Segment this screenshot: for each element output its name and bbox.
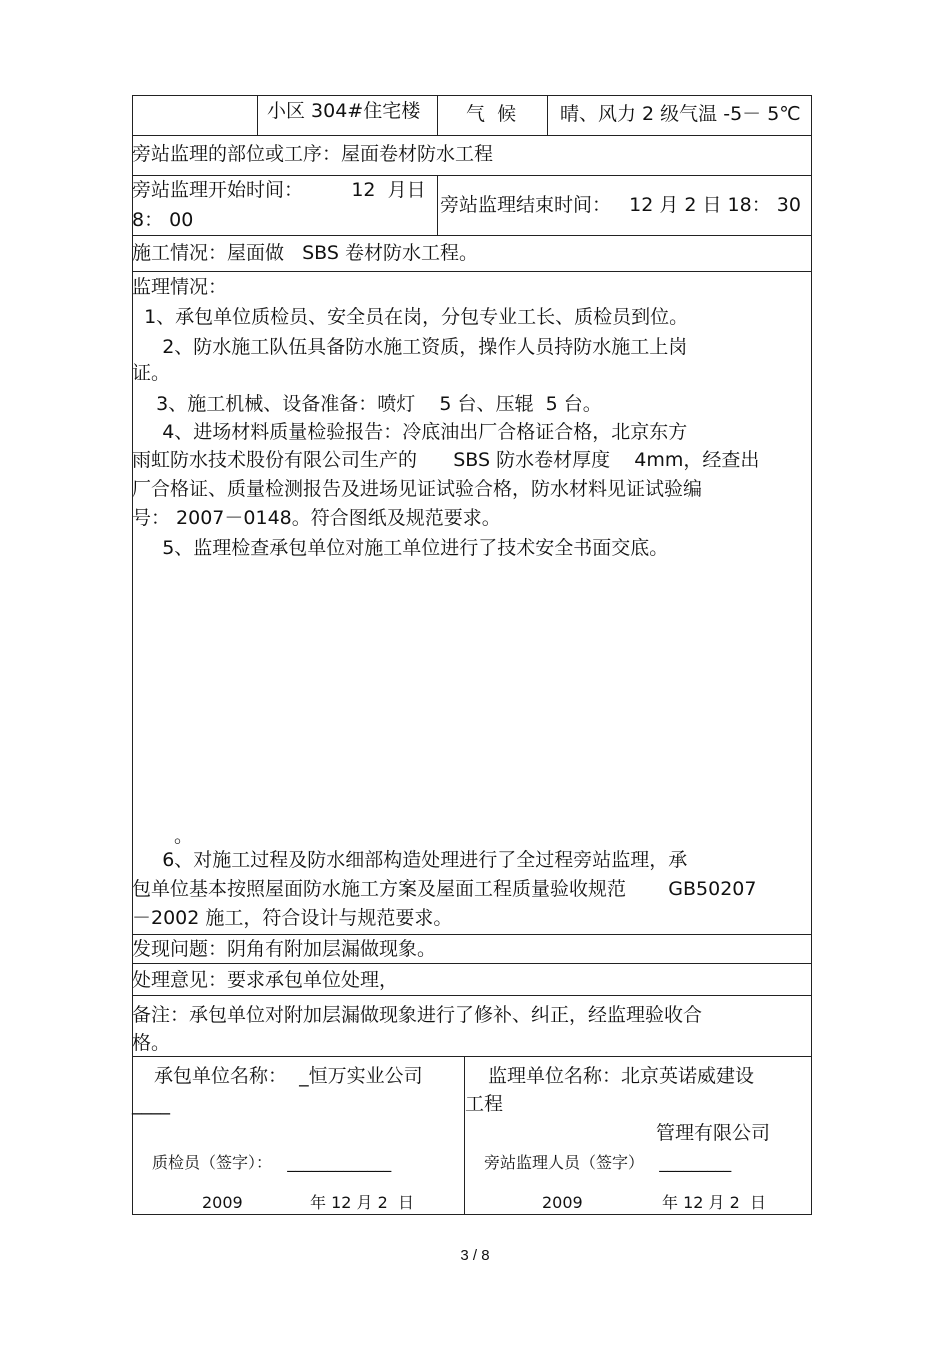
supervision-line: 4、进场材料质量检验报告：冷底油出厂合格证合格，北京东方 — [132, 421, 688, 443]
date-left-rest: 年 12 月 2 日 — [310, 1193, 414, 1212]
supervisor-name: 监理单位名称：北京英诺威建设 — [488, 1065, 755, 1087]
supervision-dot: 。 — [174, 825, 194, 847]
date-left-year: 2009 — [202, 1193, 243, 1212]
supervisor-name-cont: 管理有限公司 — [656, 1122, 771, 1144]
supervision-line: 包单位基本按照屋面防水施工方案及屋面工程质量验收规范 GB50207 — [132, 878, 757, 900]
date-right-rest: 年 12 月 2 日 — [662, 1193, 766, 1212]
supervision-title: 监理情况： — [132, 276, 228, 298]
supervision-line: 5、监理检查承包单位对施工单位进行了技术安全书面交底。 — [132, 537, 669, 559]
row-divider — [132, 934, 812, 935]
problem-found: 发现问题：阴角有附加层漏做现象。 — [132, 938, 437, 960]
supervision-line: －2002 施工，符合设计与规范要求。 — [132, 907, 453, 929]
col-divider — [437, 95, 438, 135]
table-border-right — [811, 95, 812, 1215]
date-right-year: 2009 — [542, 1193, 583, 1212]
supervisor-signature: 旁站监理人员（签字） _________ — [484, 1153, 732, 1172]
supervisor-name-cont: 工程 — [465, 1093, 504, 1115]
row-divider — [132, 271, 812, 272]
contractor-underline: ____ — [132, 1093, 170, 1115]
row-divider — [132, 175, 812, 176]
supervision-line: 6、对施工过程及防水细部构造处理进行了全过程旁站监理，承 — [132, 849, 688, 871]
contractor-name: 承包单位名称： _恒万实业公司 — [154, 1065, 423, 1087]
page-number: 3 / 8 — [460, 1247, 490, 1264]
weather-value: 晴、风力 2 级气温 -5－ 5℃ — [560, 103, 801, 125]
supervision-line: 号： 2007－0148。符合图纸及规范要求。 — [132, 507, 501, 529]
col-divider — [547, 95, 548, 135]
row-divider — [132, 995, 812, 996]
supervision-line: 厂合格证、质量检测报告及进场见证试验合格，防水材料见证试验编 — [132, 478, 703, 500]
supervision-line: 1、承包单位质检员、安全员在岗，分包专业工长、质检员到位。 — [132, 306, 689, 328]
row-divider — [132, 963, 812, 964]
weather-label: 气 候 — [466, 103, 517, 125]
start-time-line2: 8： 00 — [132, 209, 194, 231]
remark-line2: 格。 — [132, 1032, 171, 1054]
supervision-line: 证。 — [132, 362, 171, 384]
qc-signature: 质检员（签字）： _____________ — [152, 1153, 392, 1172]
col-divider — [257, 95, 258, 135]
row-divider — [132, 235, 812, 236]
construction-status: 施工情况：屋面做 SBS 卷材防水工程。 — [132, 242, 478, 264]
start-time-line1: 旁站监理开始时间： 12 月日 — [132, 179, 426, 201]
work-part-field: 旁站监理的部位或工序：屋面卷材防水工程 — [132, 143, 494, 165]
table-border-top — [132, 95, 812, 96]
end-time-field: 旁站监理结束时间： 12 月 2 日 18： 30 — [440, 194, 801, 216]
row-divider — [132, 135, 812, 136]
handling-opinion: 处理意见：要求承包单位处理， — [132, 969, 399, 991]
row-divider — [132, 1056, 812, 1057]
supervision-record-table — [132, 95, 812, 1215]
supervision-line: 3、施工机械、设备准备：喷灯 5 台、压辊 5 台。 — [132, 393, 602, 415]
location-cell: 小区 304#住宅楼 — [267, 100, 421, 122]
remark-line1: 备注：承包单位对附加层漏做现象进行了修补、纠正，经监理验收合 — [132, 1004, 703, 1026]
col-divider — [437, 175, 438, 235]
col-divider — [464, 1056, 465, 1214]
supervision-line: 2、防水施工队伍具备防水施工资质，操作人员持防水施工上岗 — [132, 336, 688, 358]
supervision-line: 雨虹防水技术股份有限公司生产的 SBS 防水卷材厚度 4mm，经查出 — [132, 449, 760, 471]
